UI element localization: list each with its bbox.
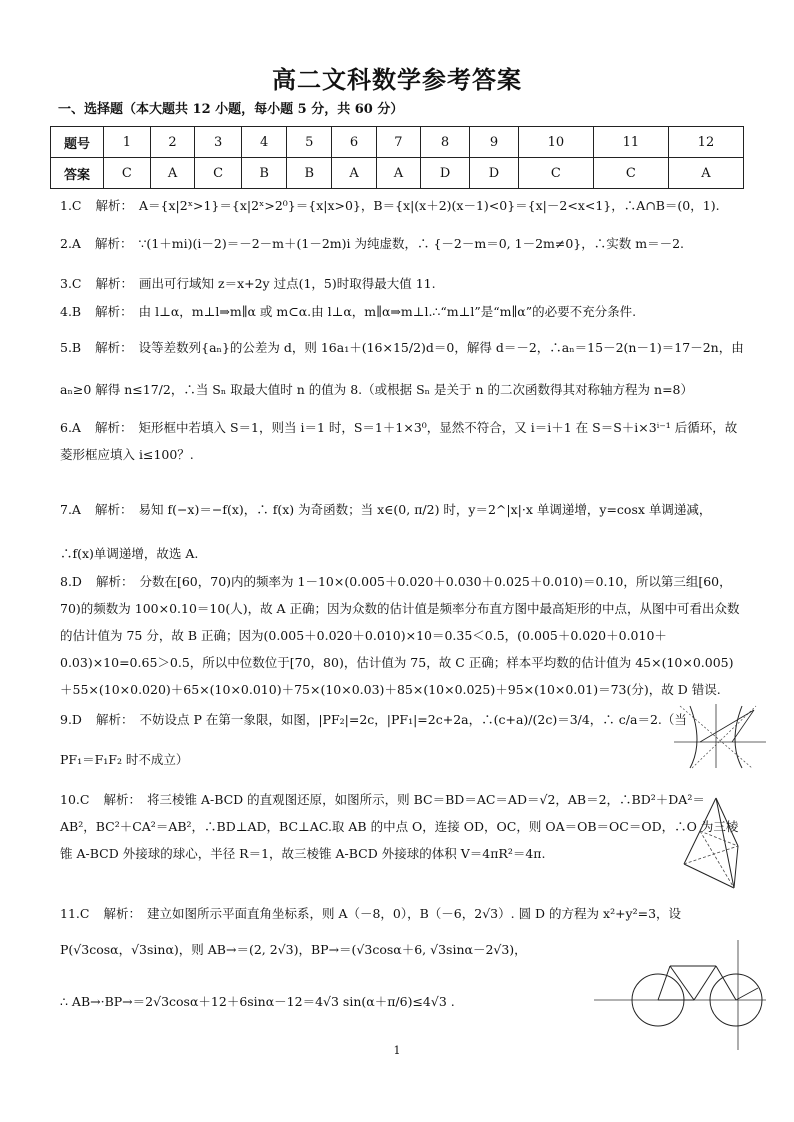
table-cell: D [470,158,519,189]
table-cell: 9 [470,127,519,158]
section-heading: 一、选择题（本大题共 12 小题，每小题 5 分，共 60 分） [58,102,404,117]
solution-6 [60,414,740,468]
solution-text: 矩形框中若填入 S＝1，则当 i＝1 时，S＝1＋1×3⁰，显然不符合，又 i＝i＋1 在 S＝S＋i×3ⁱ⁻¹ 后循环，故菱形框应填入 i≤100？. [60,420,738,462]
table-header-cell: 题号 [51,127,104,158]
solution-9-continued [60,750,188,770]
table-cell: C [593,158,668,189]
question-number: 11.C [60,906,90,921]
table-row-answers [51,158,744,189]
question-number: 7.A [60,502,81,517]
solution-text: 建立如图所示平面直角坐标系，则 A（－8，0），B（－6，2√3）. 圆 D 的方程为 x²+y²=3，设 [146,906,682,921]
solution-label: 解析： [95,276,134,291]
solution-text: ∵(1＋mi)(i－2)＝－2－m＋(1－2m)i 为纯虚数，∴ {－2－m＝0, 1－2m≠0}，∴实数 m＝－2. [138,236,685,251]
solution-1 [60,196,720,216]
question-number: 2.A [60,236,81,251]
solution-text: A＝{x|2ˣ>1}＝{x|2ˣ>2⁰}＝{x|x>0}，B＝{x|(x＋2)(x－1)<0}＝{x|－2<x<1}，∴A∩B＝(0，1). [139,198,720,213]
page-title: 高二文科数学参考答案 [272,65,522,94]
solution-8 [60,568,740,703]
table-cell: 11 [593,127,668,158]
table-cell: 12 [668,127,743,158]
page-number: 1 [393,1044,401,1057]
solution-label: 解析： [94,502,133,517]
table-cell: 2 [150,127,194,158]
solution-5 [60,338,744,358]
solution-10 [60,786,740,867]
solution-text: 由 l⊥α，m⊥l⇒m∥α 或 m⊂α.由 l⊥α，m∥α⇒m⊥l.∴“m⊥l”是“m∥α”的必要不充分条件. [138,304,637,319]
table-cell: 7 [376,127,420,158]
solution-text: 画出可行域知 z＝x+2y 过点(1，5)时取得最大值 11. [139,276,436,291]
solution-text: 不妨设点 P 在第一象限，如图，|PF₂|=2c，|PF₁|=2c+2a，∴(c+a)/(2c)＝3/4，∴ c/a＝2.（当 [139,712,687,727]
solution-3 [60,274,436,294]
solution-label: 解析： [103,906,141,921]
table-cell: B [287,158,332,189]
table-cell: B [242,158,287,189]
solution-text: aₙ≥0 解得 n≤17/2，∴当 Sₙ 取最大值时 n 的值为 8.（或根据 Sₙ 是关于 n 的二次函数得其对称轴方程为 n=8） [60,382,694,397]
tetrahedron-figure [672,786,762,894]
hyperbola-figure [670,702,770,770]
table-cell: C [195,158,242,189]
question-number: 1.C [60,198,82,213]
solution-text: 设等差数列{aₙ}的公差为 d，则 16a₁＋(16×15/2)d＝0，解得 d＝－2，∴aₙ＝15－2(n－1)＝17－2n，由 [138,340,744,355]
solution-2 [60,234,684,254]
question-number: 3.C [60,276,82,291]
solution-9 [60,710,687,730]
solution-text: ∴ AB→·BP→＝2√3cosα＋12＋6sinα－12＝4√3 sin(α＋π/6)≤4√3 . [60,994,455,1009]
solution-label: 解析： [95,304,133,319]
table-cell: A [332,158,376,189]
solution-5-continued [60,380,693,400]
table-row-numbers [51,127,744,158]
bicycle-figure [590,936,770,1054]
solution-label: 解析： [94,236,133,251]
table-cell: C [518,158,593,189]
solution-label: 解析： [95,574,134,589]
solution-text: 分数在[60，70)内的频率为 1－10×(0.005＋0.020＋0.030＋0.025＋0.010)＝0.10，所以第三组[60，70)的频数为 100×0.10＝10(人)，故 A 正确；因为众数的估计值是频率分布直方图中最高矩形的中点，从图中可看出众数的估计值为 75 分，故 B 正确；因为(0.005＋0.020＋0.010)×10＝0.35＜0.5，(0.005＋0.020＋0.010＋0.03)×10=0.65＞0.5，所以中位数位于[70，80)，估计值为 75，故 C 正确；样本平均数的估计值为 45×(10×0.005)＋55×(10×0.020)＋65×(10×0.010)＋75×(10×0.03)＋85×(10×0.025)＋95×(10×0.01)＝73(分)，故 D 错误. [60,574,740,697]
solution-7 [60,488,740,576]
question-number: 4.B [60,304,82,319]
solution-text: PF₁＝F₁F₂ 时不成立） [60,752,189,767]
solution-label: 解析： [95,712,134,727]
solution-label: 解析： [94,420,133,435]
table-cell: A [150,158,194,189]
solution-11-result [60,992,455,1012]
table-cell: 3 [195,127,242,158]
answer-table [50,126,744,189]
table-header-cell: 答案 [51,158,104,189]
solution-11-continued [60,940,527,960]
table-cell: 8 [421,127,470,158]
solution-label: 解析： [95,340,133,355]
table-cell: 1 [104,127,151,158]
table-cell: C [104,158,151,189]
table-cell: A [668,158,743,189]
table-cell: A [376,158,420,189]
table-cell: 4 [242,127,287,158]
table-cell: D [421,158,470,189]
solution-11 [60,904,681,924]
question-number: 10.C [60,792,90,807]
table-cell: 10 [518,127,593,158]
solution-label: 解析： [103,792,141,807]
question-number: 8.D [60,574,82,589]
question-number: 9.D [60,712,82,727]
question-number: 5.B [60,340,82,355]
solution-label: 解析： [95,198,134,213]
question-number: 6.A [60,420,81,435]
table-cell: 6 [332,127,376,158]
solution-text: P(√3cosα，√3sinα)，则 AB→＝(2, 2√3)，BP→＝(√3cosα＋6, √3sinα－2√3)， [60,942,527,957]
solution-text: 易知 f(−x)＝−f(x)，∴ f(x) 为奇函数；当 x∈(0, π/2) 时，y＝2^|x|·x 单调递增，y=cosx 单调递减，∴f(x)单调递增，故选 A. [60,502,712,561]
solution-text: 将三棱锥 A-BCD 的直观图还原，如图所示，则 BC＝BD＝AC＝AD＝√2，AB＝2，∴BD²＋DA²＝AB²，BC²＋CA²＝AB²，∴BD⊥AD，BC⊥AC.取 AB 的中点 O，连接 OD，OC，则 OA＝OB＝OC＝OD，∴O 为三棱锥 A-BCD 外接球的球心，半径 R＝1，故三棱锥 A-BCD 外接球的体积 V＝4πR²＝4π. [60,792,739,861]
table-cell: 5 [287,127,332,158]
solution-4 [60,302,636,322]
